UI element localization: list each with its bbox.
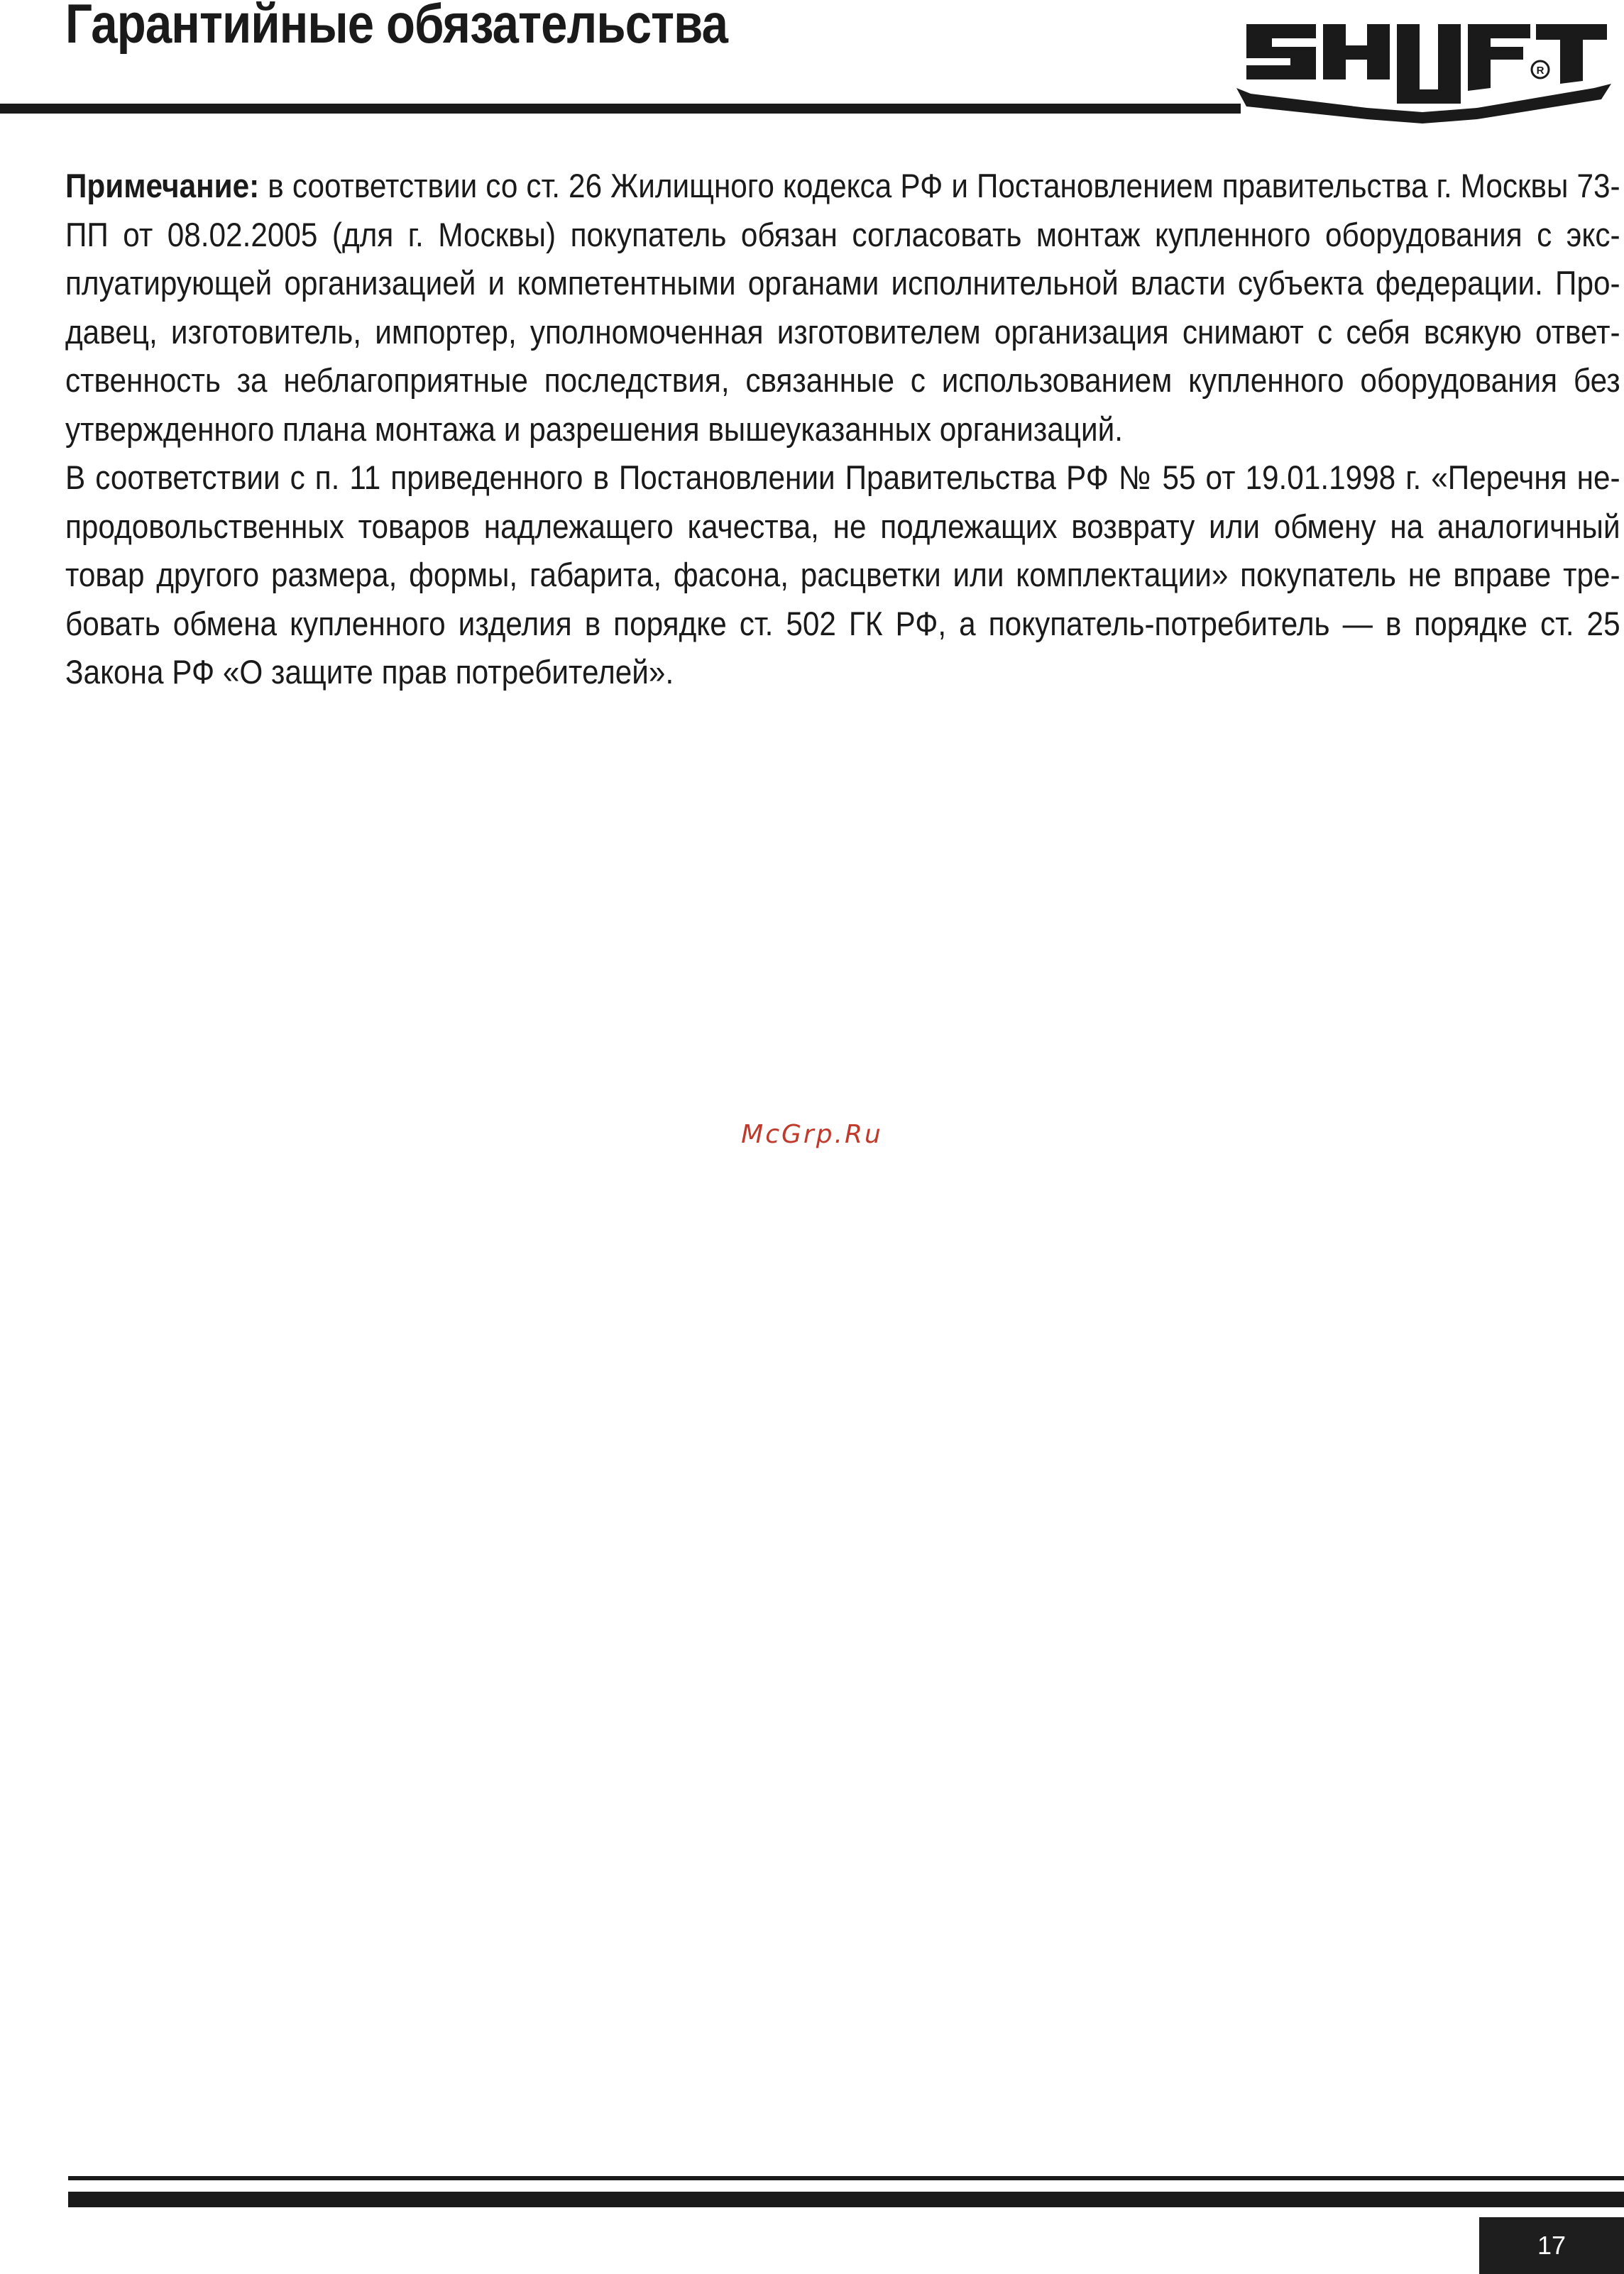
exchange-paragraph: В соответствии с п. 11 приведенного в Постановлении Правительства РФ № 55 от 19.01.1998 г. «Перечня непродовольственных товаров надлежащего качества, не подлежащих возврату или обмену на аналогичный товар другого размера, формы, габарита, фасона, расцветки или комплектации» покупатель не вправе требовать обмена купленного изделия в порядке ст. 502 ГК РФ, а покупатель-потребитель — в порядке ст. 25 Закона РФ «О защите прав потребителей». <box>65 458 1620 691</box>
note-label: Примечание: <box>65 167 260 204</box>
footer-rule-thin <box>68 2176 1624 2180</box>
page-title: Гарантийные обязательства <box>65 0 728 55</box>
note-text: в соответствии со ст. 26 Жилищного кодекса РФ и Постановлением правительства г. Москвы 73-ПП от 08.02.2005 (для г. Москвы) покупатель обязан согласовать монтаж купленного оборудования с эксплуатирующей организацией и компетентными органами исполнительной власти субъекта федерации. Продавец, изготовитель, импортер, уполномоченная изготовителем организация снимают с себя всякую ответственность за неблагоприятные последствия, связанные с использованием купленного оборудования без утвержденного плана монтажа и разрешения вышеуказанных организаций. <box>65 167 1620 448</box>
logo-registered-letter: R <box>1536 65 1545 77</box>
page-number: 17 <box>1479 2217 1624 2274</box>
document-body <box>65 162 1620 697</box>
logo-letter-h <box>1323 24 1390 79</box>
brand-logo <box>1232 20 1615 126</box>
logo-letter-s <box>1246 24 1316 79</box>
header-rule <box>0 104 1241 114</box>
logo-letter-u <box>1397 24 1461 104</box>
logo-letter-f <box>1468 24 1530 91</box>
note-paragraph <box>65 162 1620 454</box>
footer-rule-thick <box>68 2192 1624 2207</box>
watermark: McGrp.Ru <box>741 1120 883 1149</box>
